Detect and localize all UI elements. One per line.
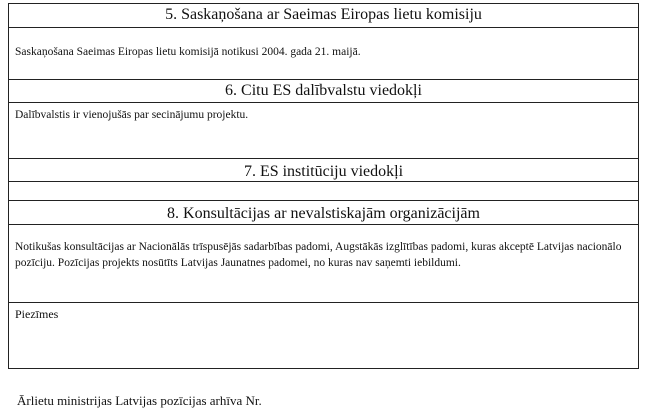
position-form-table: [8, 3, 639, 369]
section-8-text: Notikušas konsultācijas ar Nacionālās trīspusējās sadarbības padomi, Augstākās izglītības padomi, kuras akceptē Latvijas nacionālo pozīciju. Pozīcijas projekts nosūtīts Latvijas Jaunatnes padomei, no kuras nav saņemti iebildumi.: [9, 224, 638, 302]
section-7-heading: 7. ES institūciju viedokļi: [9, 158, 638, 181]
section-5-heading: 5. Saskaņošana ar Saeimas Eiropas lietu komisiju: [165, 6, 482, 23]
section-8-heading: 8. Konsultācijas ar nevalstiskajām organizācijām: [9, 200, 638, 224]
archive-number-label: Ārlietu ministrijas Latvijas pozīcijas arhīva Nr.: [17, 393, 262, 408]
section-7-text: [9, 181, 638, 200]
notes-field: Piezīmes: [9, 302, 638, 370]
section-5-text: Saskaņošana Saeimas Eiropas lietu komisijā notikusi 2004. gada 21. maijā.: [9, 27, 638, 79]
section-6-heading: 6. Citu ES dalībvalstu viedokļi: [9, 79, 638, 102]
section-6-text: Dalībvalstis ir vienojušās par secinājumu projektu.: [9, 102, 638, 158]
